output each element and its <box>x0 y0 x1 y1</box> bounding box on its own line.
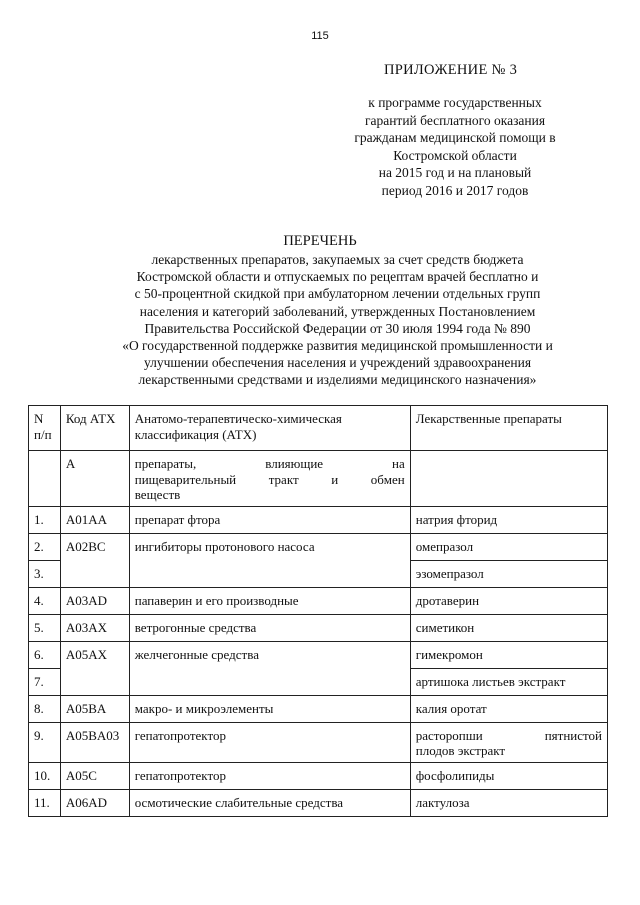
group-word: и <box>331 471 339 487</box>
header-drugs: Лекарственные препараты <box>410 406 607 451</box>
row-num: 9. <box>29 722 61 762</box>
row-classification: макро- и микроэлементы <box>129 695 410 722</box>
row-num: 5. <box>29 614 61 641</box>
header-code: Код АТХ <box>60 406 129 451</box>
row-num: 10. <box>29 762 61 789</box>
header-classification: Анатомо-терапевтическо-химическая классификация (АТХ) <box>129 406 410 451</box>
list-description-line: с 50-процентной скидкой при амбулаторном лечении отдельных групп <box>134 286 541 302</box>
row-num: 6. <box>29 641 61 668</box>
row-code: A03AX <box>60 614 129 641</box>
group-line: веществ <box>134 487 181 502</box>
group-code: А <box>60 451 129 507</box>
row-classification: гепатопротектор <box>129 722 410 762</box>
list-description-line: лекарственных препаратов, закупаемых за счет средств бюджета <box>151 252 524 267</box>
list-description <box>90 251 585 389</box>
row-drug-word: расторопши <box>415 727 483 743</box>
row-drug-word: пятнистой <box>544 727 602 743</box>
table-row <box>29 533 608 560</box>
appendix-subtitle <box>330 94 580 199</box>
row-classification: осмотические слабительные средства <box>129 789 410 816</box>
row-code: A01AA <box>60 506 129 533</box>
table-row <box>29 695 608 722</box>
group-word: обмен <box>370 471 405 487</box>
table-row <box>29 506 608 533</box>
group-word: тракт <box>268 471 299 487</box>
row-drug: омепразол <box>410 533 607 560</box>
appendix-subtitle-line: гражданам медицинской помощи в <box>354 130 556 145</box>
drugs-table <box>28 405 608 817</box>
group-drugs <box>410 451 607 507</box>
group-word: пищеварительный <box>134 471 237 487</box>
list-description-line: улучшении обеспечения населения и учреждений здравоохранения <box>143 355 532 371</box>
row-drug: эзомепразол <box>410 560 607 587</box>
row-drug: лактулоза <box>410 789 607 816</box>
list-description-line: «О государственной поддержке развития медицинской промышленности и <box>122 338 553 354</box>
row-drug: артишока листьев экстракт <box>410 668 607 695</box>
row-num: 1. <box>29 506 61 533</box>
appendix-subtitle-line: Костромской области <box>393 147 517 163</box>
appendix-subtitle-line: к программе государственных <box>368 95 542 110</box>
table-group-row <box>29 451 608 507</box>
row-drug: гимекромон <box>410 641 607 668</box>
row-num: 11. <box>29 789 61 816</box>
page-number: 115 <box>311 30 329 42</box>
row-drug: натрия фторид <box>410 506 607 533</box>
list-title: ПЕРЕЧЕНЬ <box>283 233 357 249</box>
row-classification: ветрогонные средства <box>129 614 410 641</box>
table-row <box>29 641 608 668</box>
row-num: 2. <box>29 533 61 560</box>
table-row <box>29 789 608 816</box>
table-row <box>29 722 608 762</box>
row-drug: симетикон <box>410 614 607 641</box>
row-drug: дротаверин <box>410 587 607 614</box>
appendix-subtitle-line: период 2016 и 2017 годов <box>381 182 529 198</box>
group-word: влияющие <box>265 456 324 471</box>
group-word: на <box>392 456 405 471</box>
row-classification: желчегонные средства <box>129 641 410 695</box>
group-classification <box>129 451 410 507</box>
appendix-subtitle-line: на 2015 год и на плановый <box>378 165 532 180</box>
table-header-row <box>29 406 608 451</box>
row-code: A03AD <box>60 587 129 614</box>
row-drug <box>410 722 607 762</box>
row-classification: гепатопротектор <box>129 762 410 789</box>
list-description-line: Правительства Российской Федерации от 30 июля 1994 года № 890 <box>144 320 531 336</box>
row-num: 8. <box>29 695 61 722</box>
row-num: 7. <box>29 668 61 695</box>
row-drug: фосфолипиды <box>410 762 607 789</box>
row-code: A05C <box>60 762 129 789</box>
list-description-line: лекарственными средствами и изделиями медицинского назначения» <box>138 372 537 388</box>
table-row <box>29 614 608 641</box>
row-code: A06AD <box>60 789 129 816</box>
list-description-line: населения и категорий заболеваний, утвержденных Постановлением <box>139 303 536 319</box>
table-row <box>29 587 608 614</box>
row-classification: ингибиторы протонового насоса <box>129 533 410 587</box>
row-num: 4. <box>29 587 61 614</box>
row-code: A05BA <box>60 695 129 722</box>
row-drug: калия оротат <box>410 695 607 722</box>
group-num <box>29 451 61 507</box>
appendix-title: ПРИЛОЖЕНИЕ № 3 <box>384 62 518 78</box>
group-word: препараты, <box>134 456 197 471</box>
table-row <box>29 762 608 789</box>
row-code: A05BA03 <box>60 722 129 762</box>
row-drug-line: плодов экстракт <box>415 743 506 758</box>
row-num: 3. <box>29 560 61 587</box>
row-code: A05AX <box>60 641 129 695</box>
header-num: N п/п <box>29 406 61 451</box>
row-classification: препарат фтора <box>129 506 410 533</box>
appendix-subtitle-line: гарантий бесплатного оказания <box>364 112 546 128</box>
list-description-line: Костромской области и отпускаемых по рецептам врачей бесплатно и <box>136 269 539 285</box>
row-classification: папаверин и его производные <box>129 587 410 614</box>
row-code: A02BC <box>60 533 129 587</box>
